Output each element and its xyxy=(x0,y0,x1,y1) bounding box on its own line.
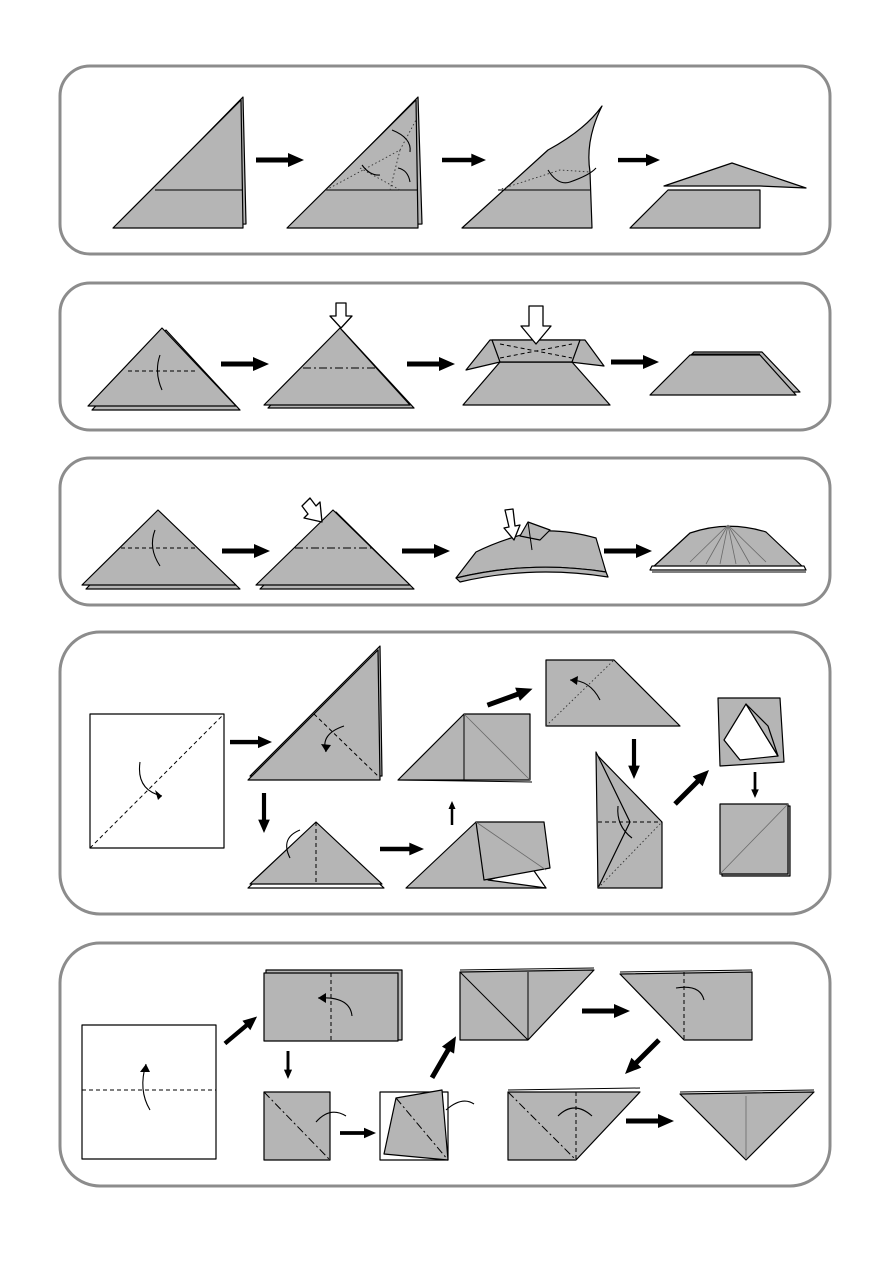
panel-4-step-9 xyxy=(720,804,790,876)
panel-4-step-8 xyxy=(718,698,784,766)
panel-4-step-1 xyxy=(90,714,224,848)
panel-5 xyxy=(60,943,830,1186)
panel-5-step-2 xyxy=(264,970,402,1041)
paper-layer xyxy=(650,566,806,570)
panel-2 xyxy=(60,283,830,430)
panel-5-step-1 xyxy=(82,1025,216,1159)
panel-1 xyxy=(60,66,830,254)
panel-4 xyxy=(60,632,830,914)
panel-3 xyxy=(60,458,830,605)
paper-square xyxy=(82,1025,216,1159)
